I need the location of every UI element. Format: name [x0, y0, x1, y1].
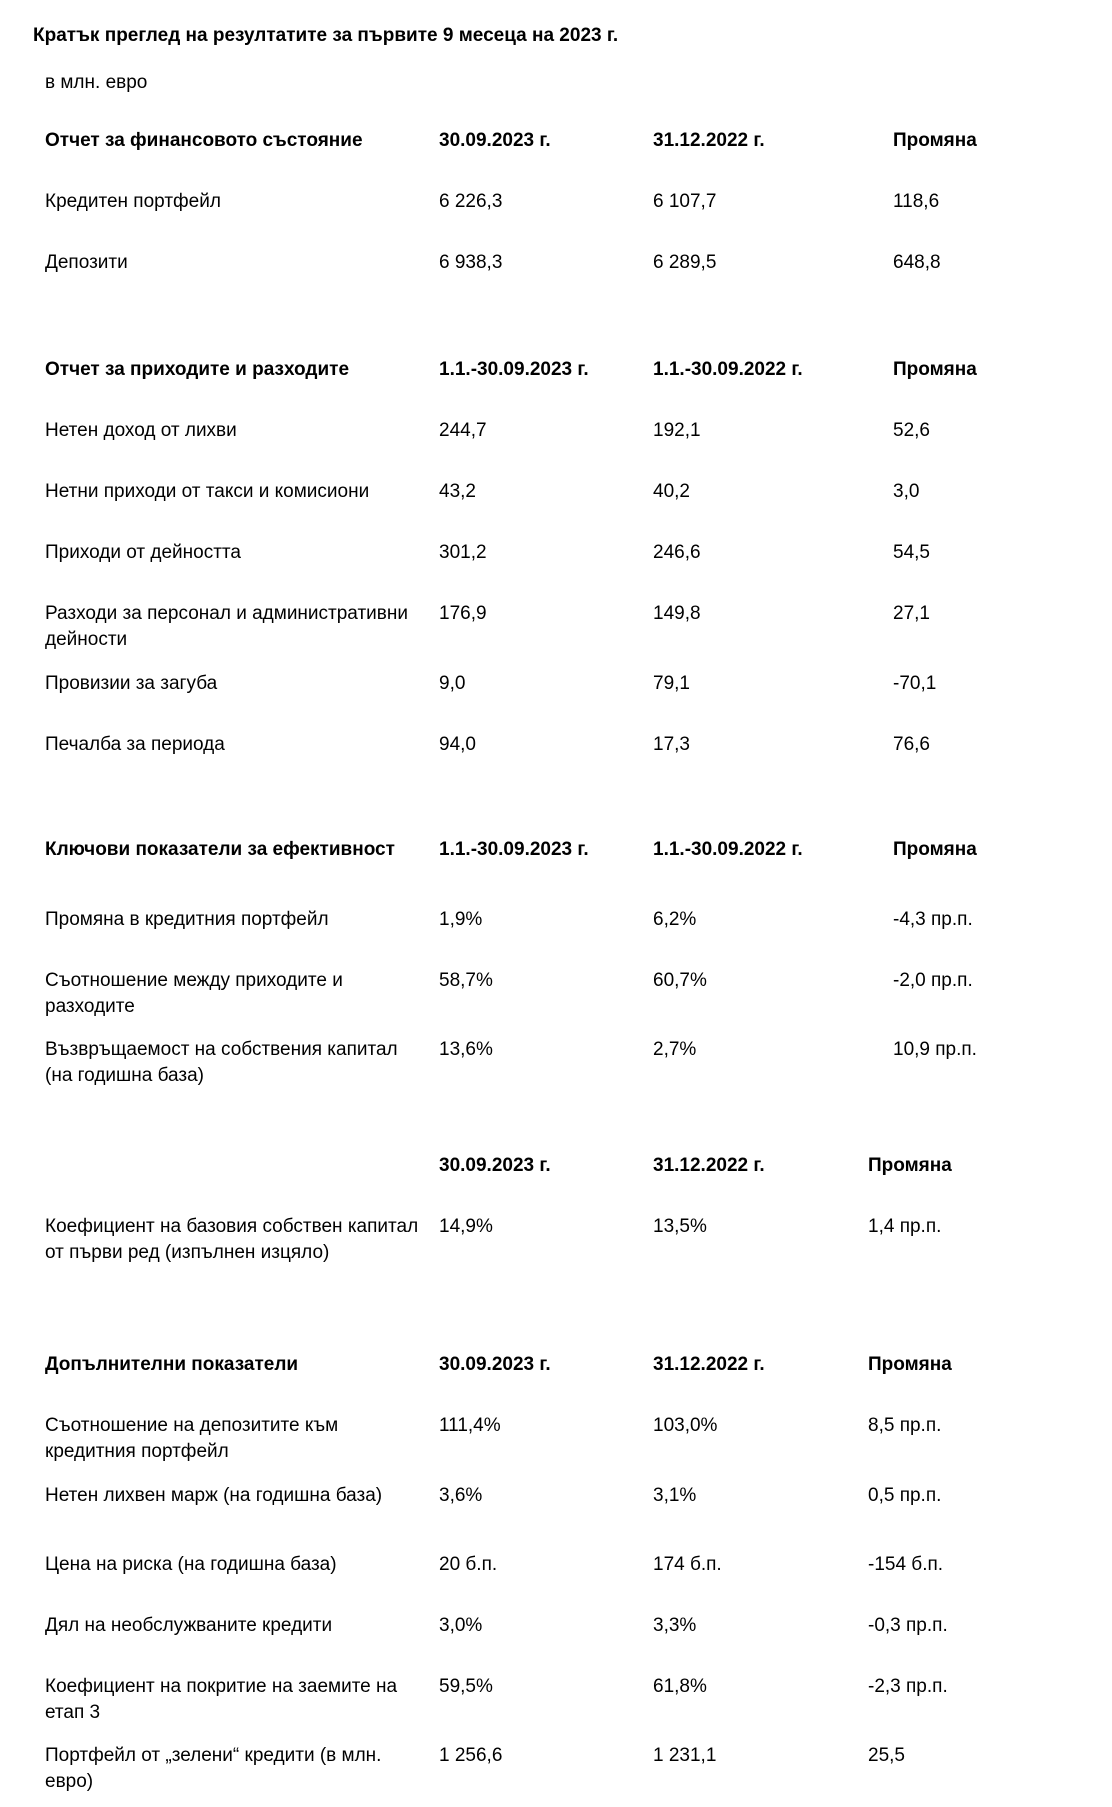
cell-0: Депозити — [45, 252, 128, 273]
cell-1: 6 938,3 — [439, 252, 503, 273]
cell-3: -70,1 — [893, 673, 937, 694]
header-cell-2: 31.12.2022 г. — [653, 1155, 765, 1176]
cell-0: Нетен лихвен марж (на годишна база) — [45, 1485, 383, 1506]
cell-3: 1,4 пр.п. — [868, 1216, 942, 1237]
header-cell-3: Промяна — [868, 1155, 952, 1176]
cell-3: 118,6 — [893, 191, 940, 212]
cell-2: 103,0% — [653, 1415, 718, 1436]
header-cell-1: 30.09.2023 г. — [439, 1155, 551, 1176]
cell-0: Печалба за периода — [45, 734, 225, 755]
cell-1: 1 256,6 — [439, 1745, 503, 1766]
cell-2: 2,7% — [653, 1039, 697, 1060]
cell-2: 13,5% — [653, 1216, 707, 1237]
unit-note: в млн. евро — [45, 72, 148, 93]
cell-3: 52,6 — [893, 420, 930, 441]
cell-0: Разходи за персонал и административни дейности — [45, 603, 408, 650]
cell-1: 43,2 — [439, 481, 476, 502]
document-title: Кратък преглед на резултатите за първите 9 месеца на 2023 г. — [33, 25, 619, 46]
cell-1: 3,0% — [439, 1615, 483, 1636]
header-cell-1: 1.1.-30.09.2023 г. — [439, 359, 589, 380]
cell-0: Нетен доход от лихви — [45, 420, 237, 441]
cell-2: 1 231,1 — [653, 1745, 717, 1766]
cell-0: Цена на риска (на годишна база) — [45, 1554, 337, 1575]
cell-2: 149,8 — [653, 603, 701, 624]
cell-0: Приходи от дейността — [45, 542, 241, 563]
header-cell-1: 30.09.2023 г. — [439, 1354, 551, 1375]
cell-3: 8,5 пр.п. — [868, 1415, 942, 1436]
header-cell-3: Промяна — [893, 359, 977, 380]
cell-2: 6,2% — [653, 909, 697, 930]
cell-2: 174 б.п. — [653, 1554, 722, 1575]
cell-1: 176,9 — [439, 603, 487, 624]
cell-3: -4,3 пр.п. — [893, 909, 973, 930]
cell-2: 3,1% — [653, 1485, 697, 1506]
header-cell-1: 1.1.-30.09.2023 г. — [439, 839, 589, 860]
cell-1: 1,9% — [439, 909, 483, 930]
cell-2: 246,6 — [653, 542, 701, 563]
header-cell-2: 31.12.2022 г. — [653, 1354, 765, 1375]
header-cell-1: 30.09.2023 г. — [439, 130, 551, 151]
cell-1: 244,7 — [439, 420, 487, 441]
cell-3: 3,0 — [893, 481, 920, 502]
cell-0: Кредитен портфейл — [45, 191, 221, 212]
cell-1: 58,7% — [439, 970, 493, 991]
header-cell-0: Отчет за приходите и разходите — [45, 359, 350, 380]
cell-0: Съотношение на депозитите към кредитния портфейл — [45, 1415, 339, 1462]
cell-2: 60,7% — [653, 970, 707, 991]
cell-0: Промяна в кредитния портфейл — [45, 909, 329, 930]
cell-3: -2,3 пр.п. — [868, 1676, 948, 1697]
cell-1: 9,0 — [439, 673, 466, 694]
cell-1: 14,9% — [439, 1216, 493, 1237]
header-cell-3: Промяна — [893, 130, 977, 151]
cell-2: 6 289,5 — [653, 252, 717, 273]
cell-3: -154 б.п. — [868, 1554, 944, 1575]
cell-2: 3,3% — [653, 1615, 697, 1636]
cell-0: Провизии за загуба — [45, 673, 218, 694]
cell-3: 648,8 — [893, 252, 941, 273]
cell-3: 76,6 — [893, 734, 930, 755]
cell-2: 17,3 — [653, 734, 690, 755]
header-cell-3: Промяна — [868, 1354, 952, 1375]
cell-0: Портфейл от „зелени“ кредити (в млн. евро) — [45, 1745, 382, 1792]
header-cell-2: 31.12.2022 г. — [653, 130, 765, 151]
cell-0: Коефициент на базовия собствен капитал от първи ред (изпълнен изцяло) — [45, 1216, 419, 1263]
cell-1: 3,6% — [439, 1485, 483, 1506]
cell-1: 20 б.п. — [439, 1554, 498, 1575]
header-cell-2: 1.1.-30.09.2022 г. — [653, 359, 803, 380]
cell-2: 192,1 — [653, 420, 701, 441]
cell-0: Нетни приходи от такси и комисиони — [45, 481, 370, 502]
cell-3: 54,5 — [893, 542, 930, 563]
cell-3: 10,9 пр.п. — [893, 1039, 977, 1060]
cell-0: Съотношение между приходите и разходите — [45, 970, 343, 1017]
cell-2: 79,1 — [653, 673, 690, 694]
cell-2: 61,8% — [653, 1676, 707, 1697]
cell-1: 111,4% — [439, 1415, 501, 1436]
header-cell-0: Ключови показатели за ефективност — [45, 839, 395, 860]
header-cell-2: 1.1.-30.09.2022 г. — [653, 839, 803, 860]
header-cell-0: Допълнителни показатели — [45, 1354, 299, 1375]
cell-3: -0,3 пр.п. — [868, 1615, 948, 1636]
cell-0: Възвръщаемост на собствения капитал (на годишна база) — [45, 1039, 398, 1086]
cell-1: 6 226,3 — [439, 191, 503, 212]
cell-2: 6 107,7 — [653, 191, 717, 212]
cell-3: 25,5 — [868, 1745, 905, 1766]
cell-3: 0,5 пр.п. — [868, 1485, 942, 1506]
header-cell-3: Промяна — [893, 839, 977, 860]
cell-1: 94,0 — [439, 734, 476, 755]
cell-2: 40,2 — [653, 481, 690, 502]
cell-1: 301,2 — [439, 542, 487, 563]
cell-0: Коефициент на покритие на заемите на етап 3 — [45, 1676, 398, 1723]
cell-0: Дял на необслужваните кредити — [45, 1615, 333, 1636]
cell-1: 59,5% — [439, 1676, 493, 1697]
cell-1: 13,6% — [439, 1039, 493, 1060]
cell-3: 27,1 — [893, 603, 930, 624]
header-cell-0: Отчет за финансовото състояние — [45, 130, 363, 151]
cell-3: -2,0 пр.п. — [893, 970, 973, 991]
